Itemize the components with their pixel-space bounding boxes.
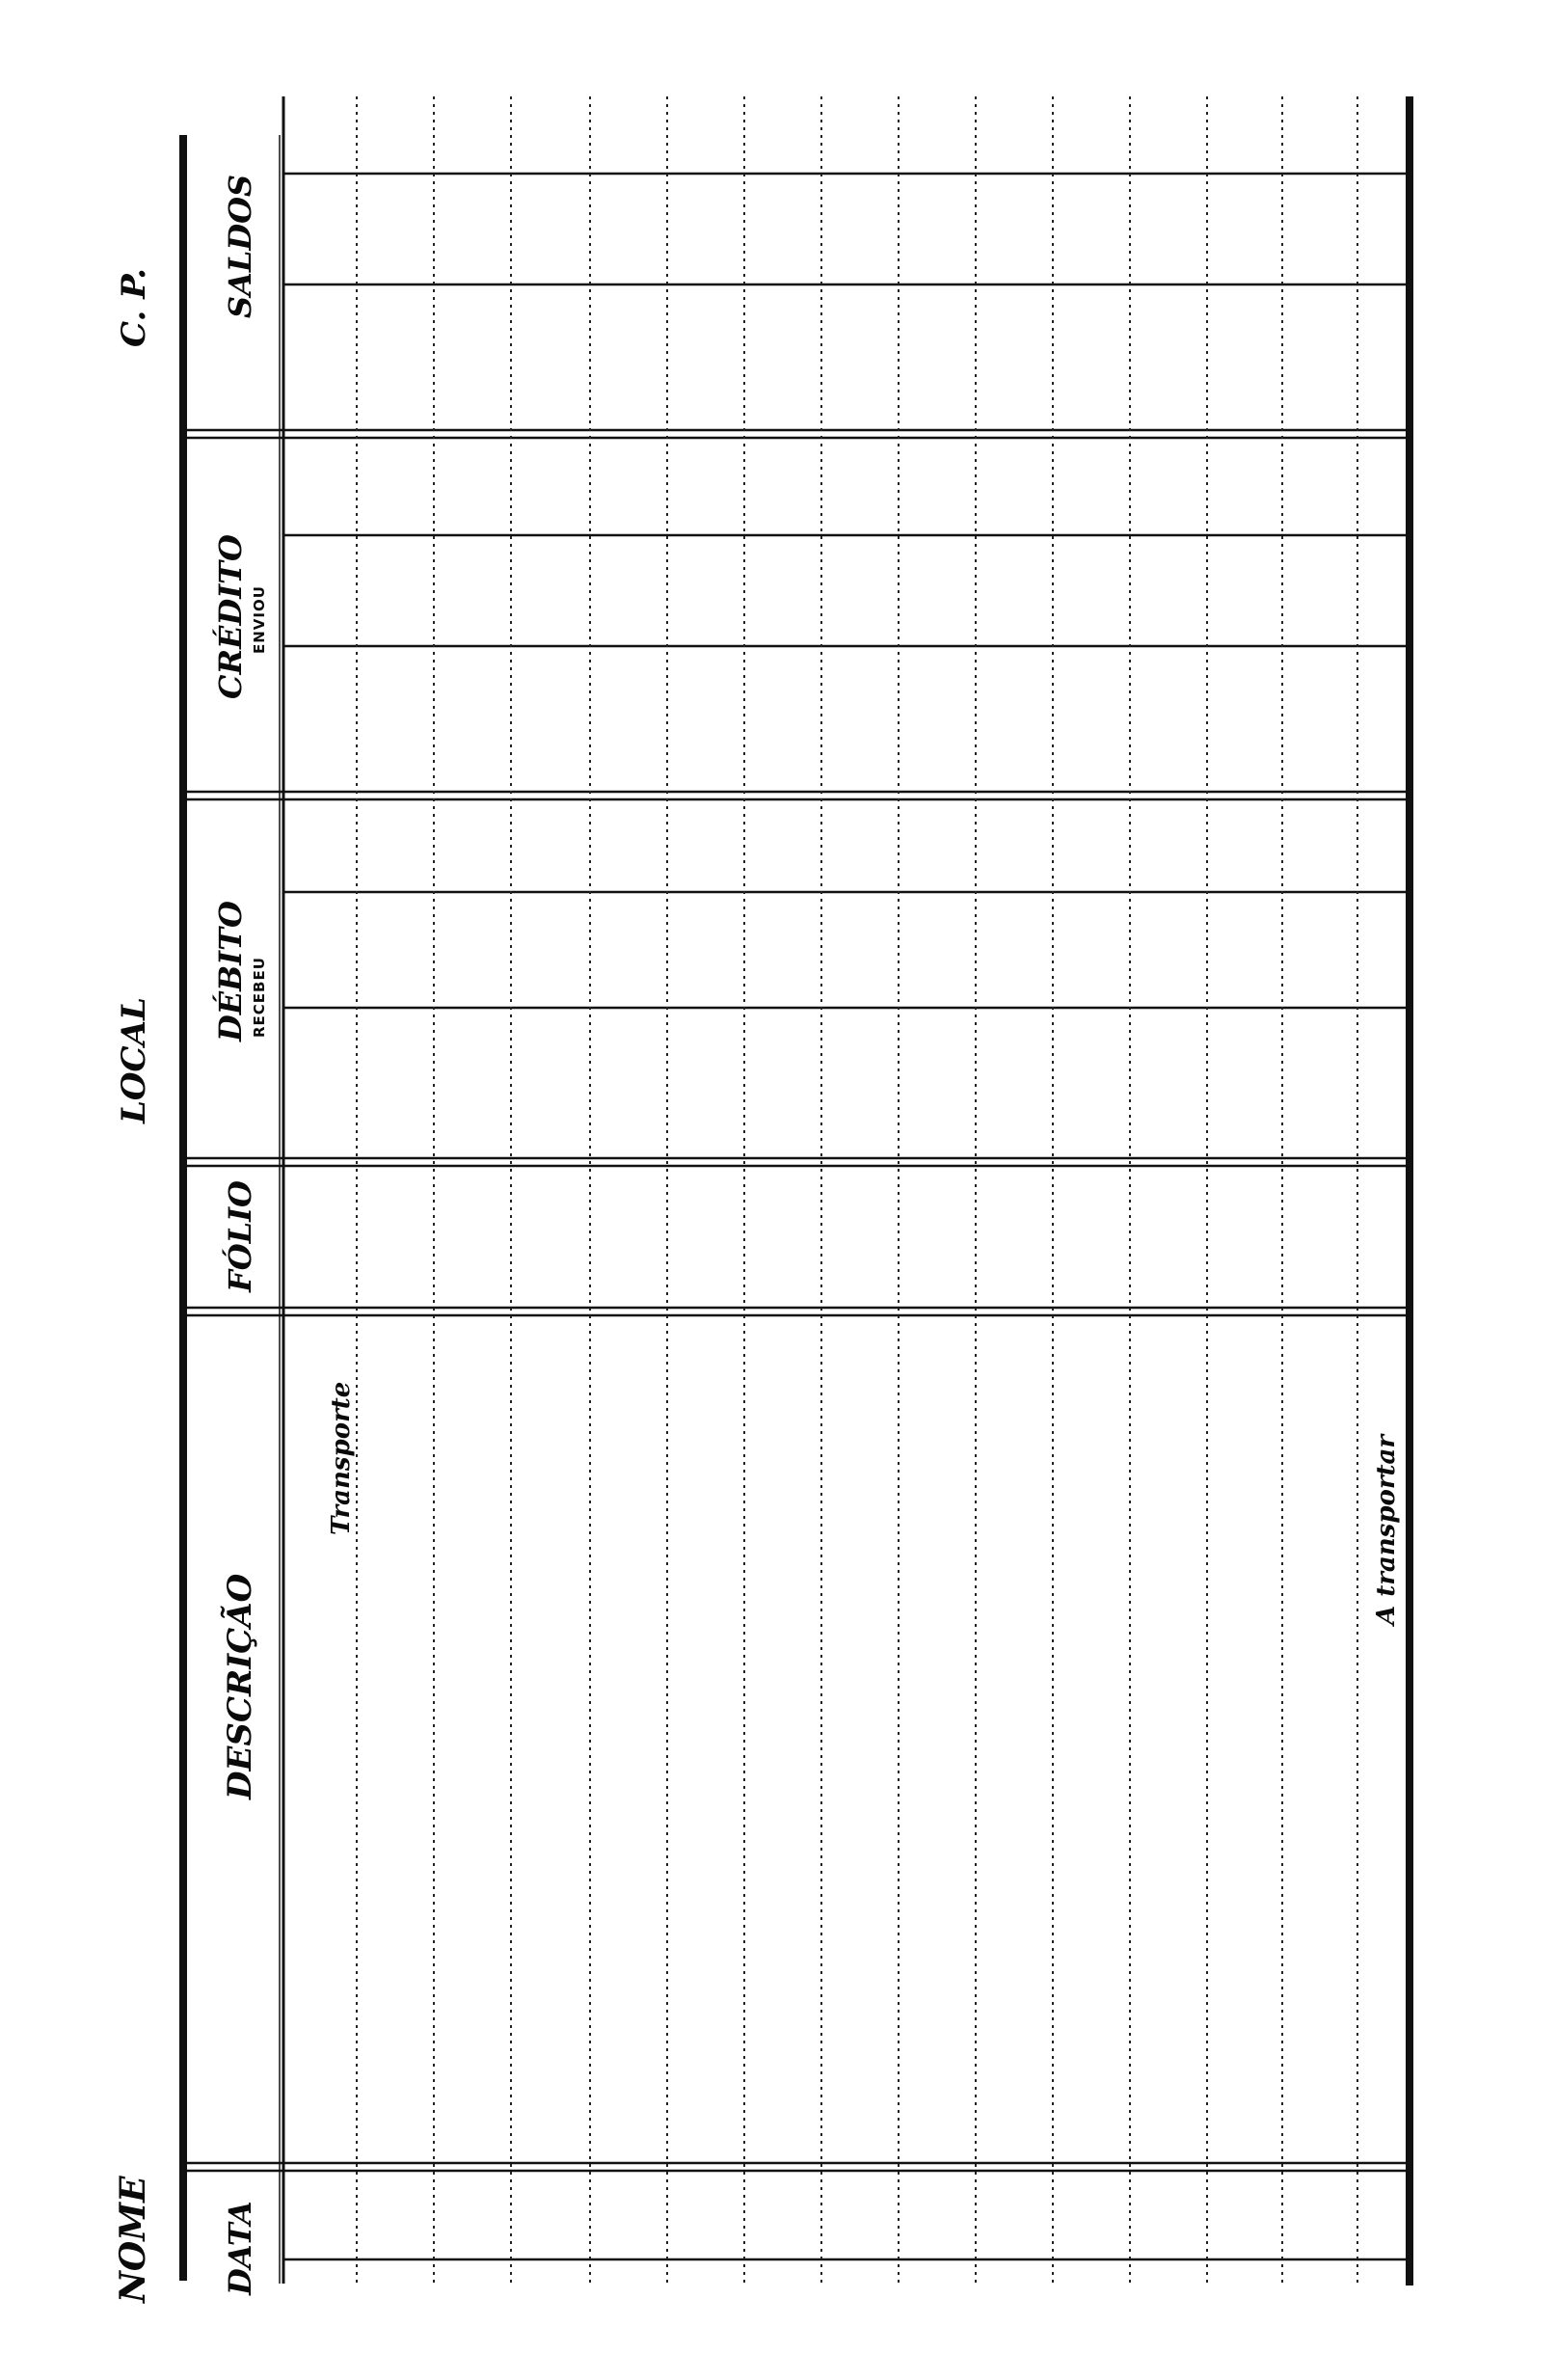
name-label: NOME xyxy=(113,2176,153,2303)
cp-label: C. P. xyxy=(115,268,153,347)
money-subcolumn-rules xyxy=(283,174,1410,2259)
date-column-header: DATA xyxy=(222,2201,258,2295)
form-ruling xyxy=(183,96,1410,2285)
folio-column-header: FÓLIO xyxy=(222,1180,258,1292)
carry-forward-row-label: A transportar xyxy=(1372,1434,1401,1625)
local-label: LOCAL xyxy=(115,997,153,1123)
debit-column-header: DÉBITO xyxy=(212,901,249,1041)
credit-column-header: CRÉDITO xyxy=(212,534,249,699)
entry-lines xyxy=(357,96,1357,2284)
column-dividers xyxy=(183,430,1410,2171)
debit-subheader: RECEBEU xyxy=(251,957,268,1038)
description-column-header: DESCRIÇÃO xyxy=(221,1573,259,1799)
balance-column-header: SALDOS xyxy=(222,174,258,318)
transport-row-label: Transporte xyxy=(327,1381,356,1535)
credit-subheader: ENVIOU xyxy=(251,585,268,654)
